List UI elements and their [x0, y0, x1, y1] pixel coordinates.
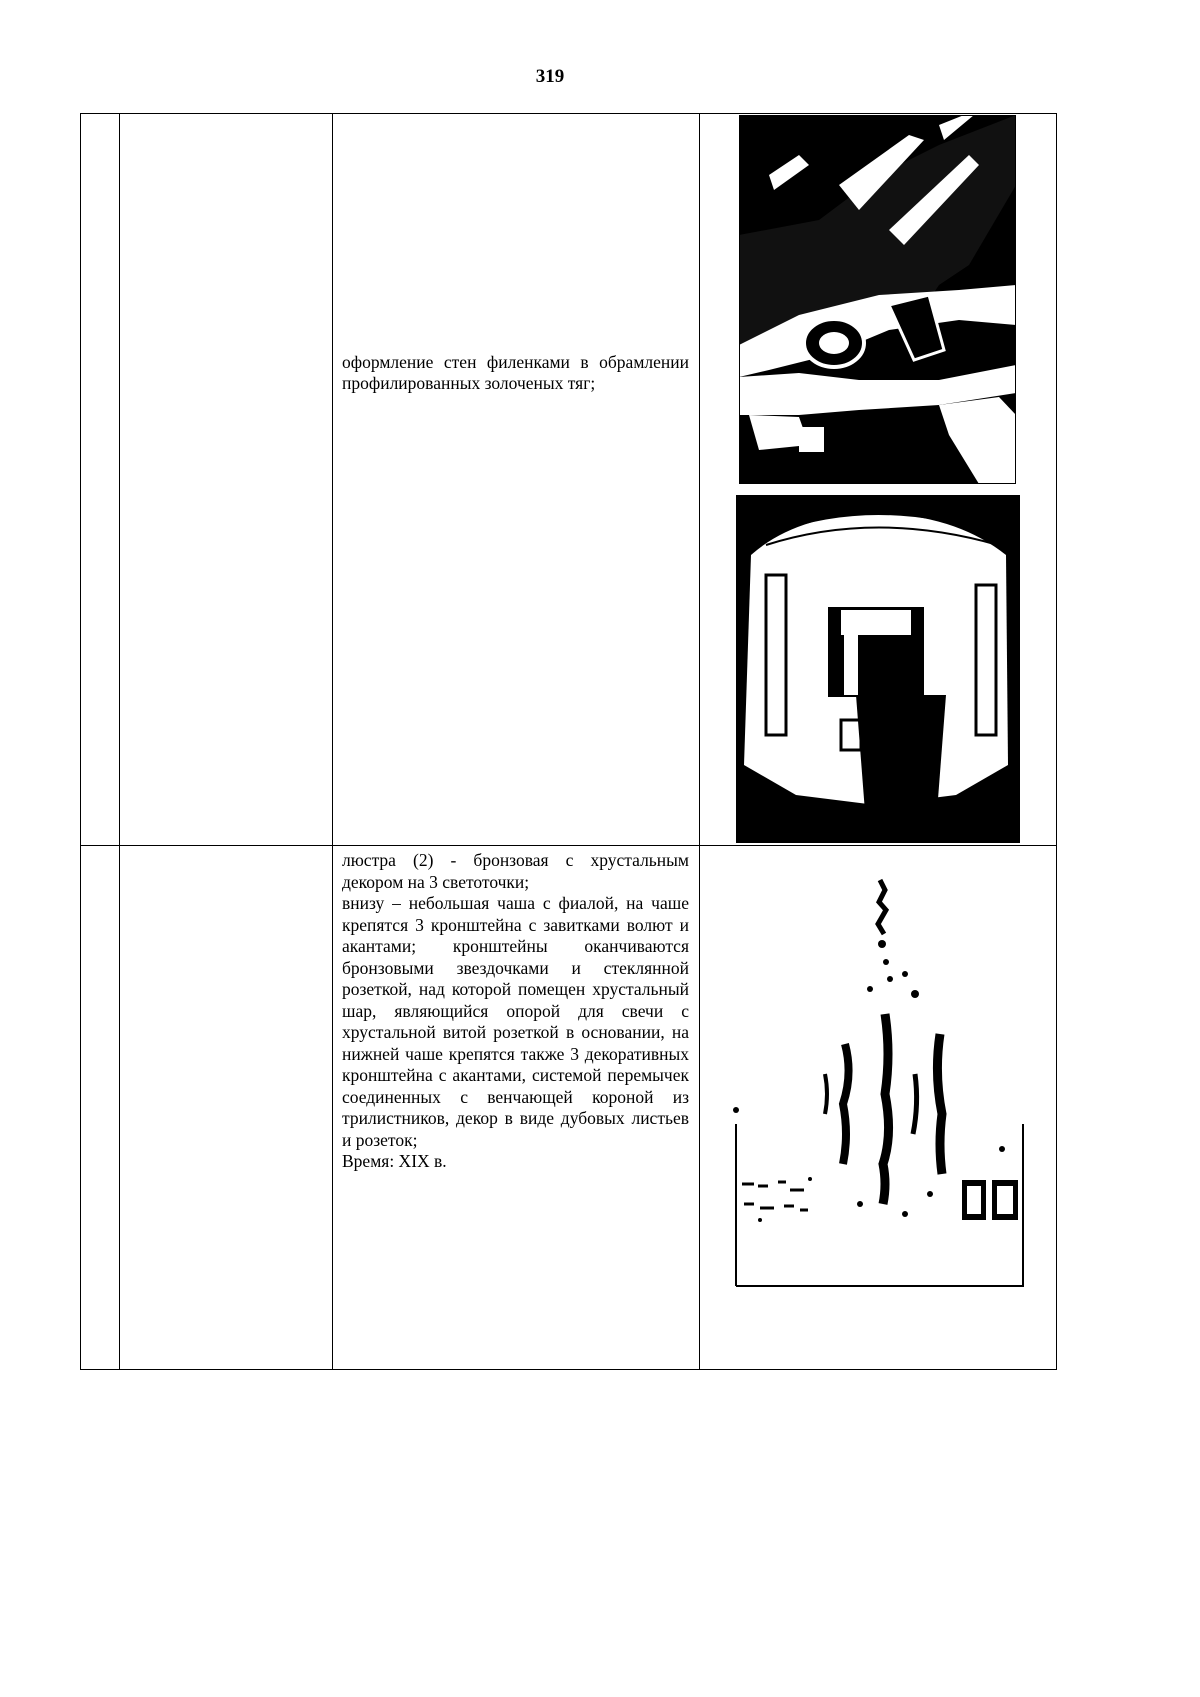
description-cell [333, 846, 700, 1370]
table-row [81, 846, 1057, 1370]
chandelier-photo [730, 874, 1030, 1290]
photo-cell [700, 846, 1057, 1370]
description-paragraph: люстра (2) - бронзовая с хрустальным декором на 3 светоточки; [342, 850, 689, 892]
object-description-table [80, 113, 1057, 1370]
interior-room-photo [736, 495, 1020, 843]
description-paragraph: оформление стен филенками в обрамлении профилированных золоченых тяг; [342, 351, 689, 393]
object-name-cell [120, 846, 333, 1370]
table-row [81, 114, 1057, 846]
photo-cell [700, 114, 1057, 846]
description-cell [333, 114, 700, 846]
object-name-cell [120, 114, 333, 846]
description-paragraph: внизу – небольшая чаша с фиалой, на чаше крепятся 3 кронштейна с завитками волют и акантами; кронштейны оканчиваются бронзовыми звездочками и стеклянной розеткой, над которой помещен хрустальный шар, являющийся опорой для свечи с хрустальной витой розеткой в основании, на нижней чаше крепятся также 3 декоративных кронштейна с акантами, системой перемычек соединенных с венчающей короной из трилистников, декор в виде дубовых листьев и розеток; [342, 893, 689, 1150]
description-paragraph: Время: XIX в. [342, 1151, 447, 1171]
row-number-cell [81, 114, 120, 846]
page-number: 319 [535, 66, 565, 87]
row-number-cell [81, 846, 120, 1370]
interior-wall-moulding-photo [739, 115, 1016, 484]
